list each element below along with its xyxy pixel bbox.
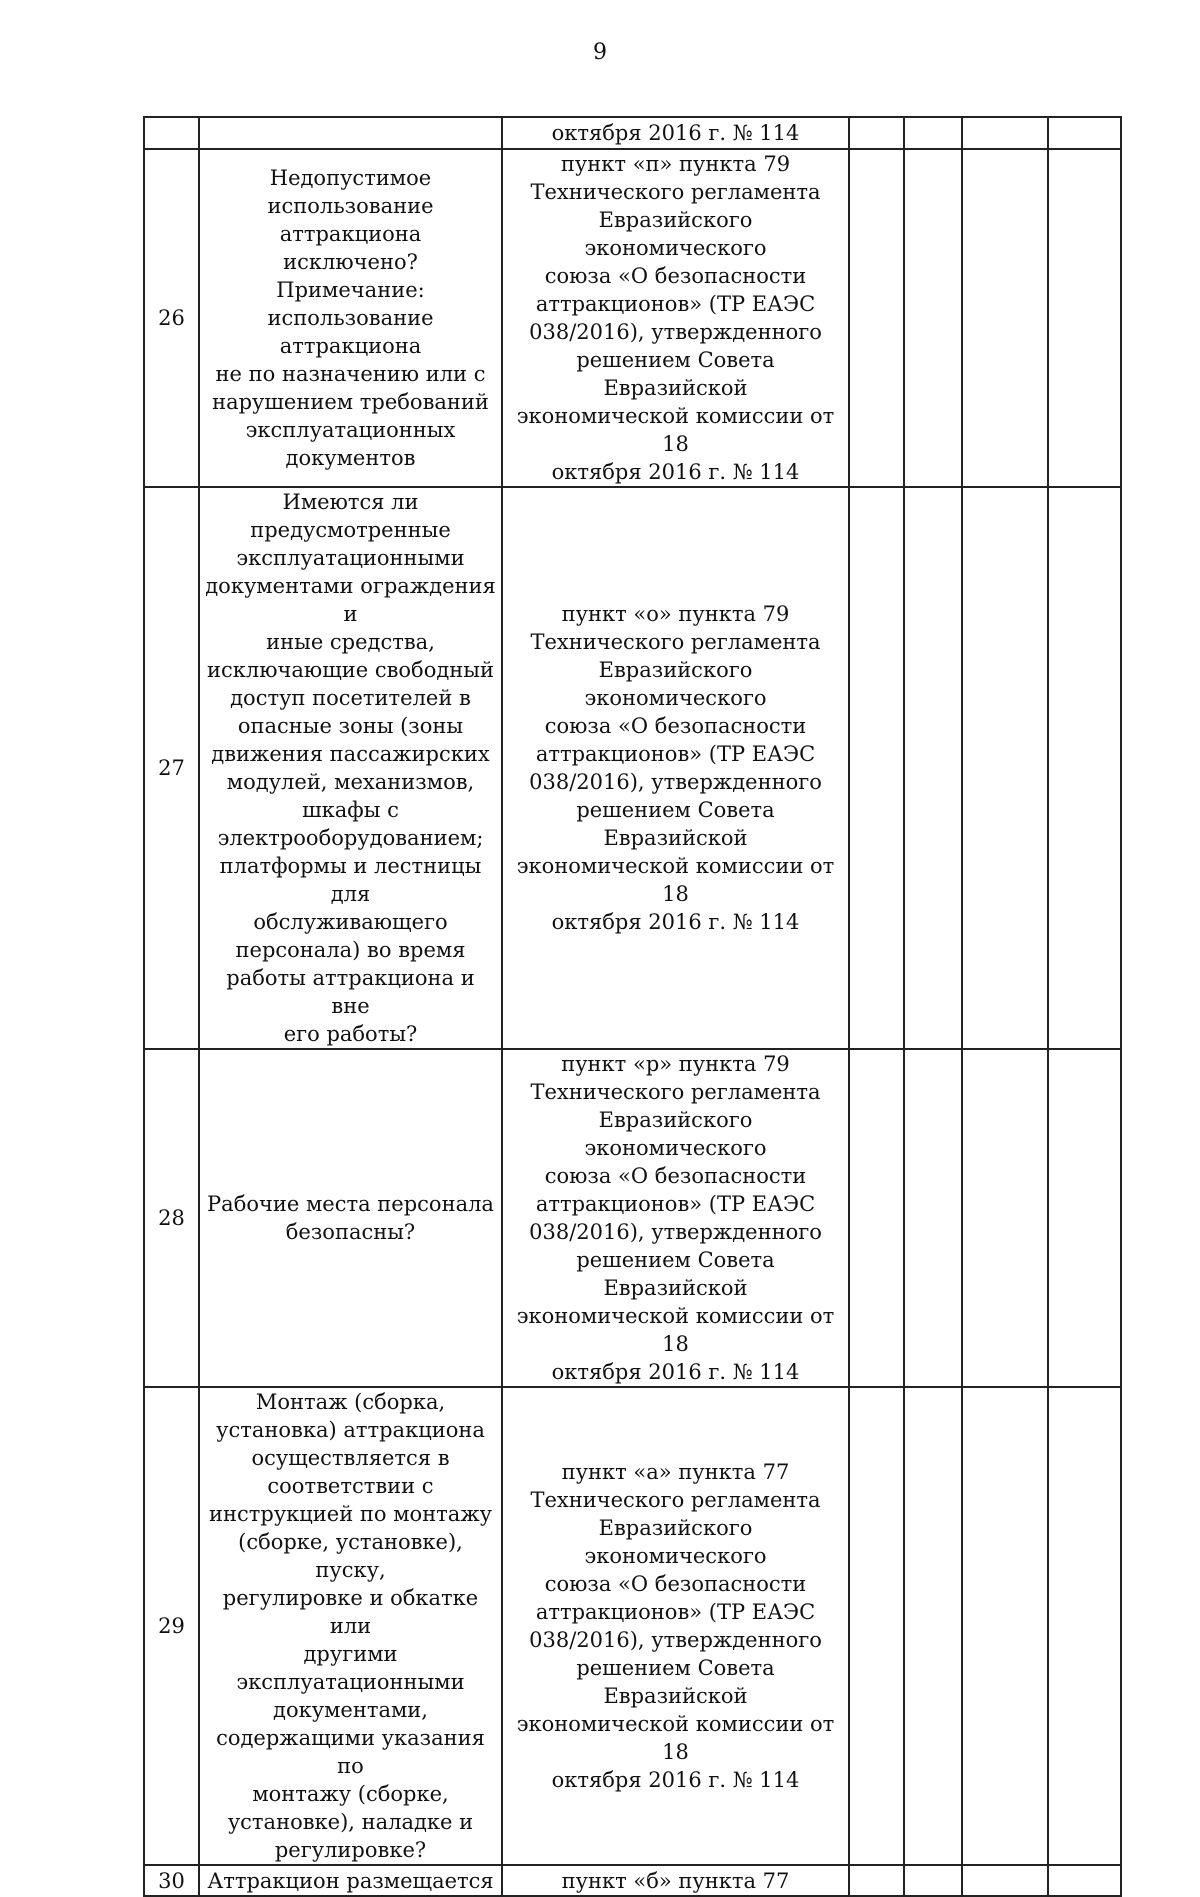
requirement-cell	[199, 1387, 502, 1865]
answer-cell	[904, 487, 962, 1049]
requirement-line: эксплуатационными	[236, 1670, 465, 1694]
reference-line: аттракционов» (ТР ЕАЭС	[535, 1192, 816, 1216]
requirement-line: персонала) во время	[235, 938, 466, 962]
answer-cell	[1048, 117, 1121, 149]
reference-line: 038/2016), утвержденного	[529, 320, 822, 344]
table-row	[144, 1865, 1121, 1896]
requirement-line: Недопустимое	[269, 166, 432, 190]
reference-line: Технического регламента	[530, 180, 821, 204]
requirement-line: не по назначению или с	[215, 362, 486, 386]
reference-line: 038/2016), утвержденного	[529, 1628, 822, 1652]
requirement-line: (сборке, установке), пуску,	[238, 1530, 463, 1582]
reference-line: экономической комиссии от 18	[516, 854, 835, 906]
reference-line: аттракционов» (ТР ЕАЭС	[535, 1600, 816, 1624]
table-row	[144, 149, 1121, 487]
requirement-line: Монтаж (сборка,	[255, 1390, 446, 1414]
answer-cell	[849, 1865, 904, 1896]
reference-line: октября 2016 г. № 114	[551, 910, 800, 934]
requirement-line: Примечание:	[276, 278, 425, 302]
requirement-line: исключающие свободный	[207, 658, 494, 682]
requirement-line: эксплуатационными	[236, 546, 465, 570]
requirement-cell	[199, 117, 502, 149]
answer-cell	[849, 117, 904, 149]
requirement-line: установка) аттракциона	[216, 1418, 485, 1442]
row-number: 26	[144, 149, 199, 487]
reference-line: пункт «а» пункта 77	[561, 1460, 790, 1484]
reference-line: экономической комиссии от 18	[516, 404, 835, 456]
answer-cell	[962, 1865, 1048, 1896]
row-number: 27	[144, 487, 199, 1049]
reference-line: Евразийского экономического	[584, 1108, 767, 1160]
answer-cell	[1048, 1049, 1121, 1387]
reference-line: октября 2016 г. № 114	[551, 460, 800, 484]
reference-line: пункт «п» пункта 79	[560, 152, 791, 176]
requirement-line: осуществляется в	[251, 1446, 450, 1470]
reference-line: 038/2016), утвержденного	[529, 770, 822, 794]
requirement-line: работы аттракциона и вне	[226, 966, 475, 1018]
table-row	[144, 1387, 1121, 1865]
requirement-line: содержащими указания по	[216, 1726, 485, 1778]
requirement-line: платформы и лестницы для	[219, 854, 482, 906]
requirement-line: регулировке и обкатке или	[222, 1586, 479, 1638]
answer-cell	[849, 1049, 904, 1387]
row-number	[144, 117, 199, 149]
reference-line: союза «О безопасности	[544, 264, 807, 288]
requirement-line: модулей, механизмов,	[226, 770, 475, 794]
requirement-cell	[199, 149, 502, 487]
reference-cell	[502, 1387, 849, 1865]
answer-cell	[904, 1865, 962, 1896]
page-number: 9	[593, 40, 607, 65]
requirement-line: установке), наладке и	[227, 1810, 474, 1834]
answer-cell	[1048, 149, 1121, 487]
requirement-line: движения пассажирских	[211, 742, 490, 766]
answer-cell	[904, 117, 962, 149]
requirement-cell	[199, 1865, 502, 1896]
requirement-line: Аттракцион размещается	[207, 1868, 494, 1893]
requirement-line: нарушением требований	[212, 390, 489, 414]
reference-line: Евразийского экономического	[584, 658, 767, 710]
answer-cell	[1048, 487, 1121, 1049]
reference-line: Технического регламента	[530, 630, 821, 654]
row-number: 28	[144, 1049, 199, 1387]
reference-line: союза «О безопасности	[544, 1164, 807, 1188]
answer-cell	[1048, 1387, 1121, 1865]
requirement-line: исключено?	[283, 250, 418, 274]
requirement-line: Имеются ли	[282, 490, 419, 514]
answer-cell	[849, 1387, 904, 1865]
row-number: 29	[144, 1387, 199, 1865]
requirement-line: электрооборудованием;	[217, 826, 484, 850]
table-row	[144, 117, 1121, 149]
answer-cell	[962, 487, 1048, 1049]
reference-cell	[502, 149, 849, 487]
reference-line: Технического регламента	[530, 1488, 821, 1512]
reference-line: Евразийского экономического	[584, 208, 767, 260]
answer-cell	[962, 1387, 1048, 1865]
reference-line: аттракционов» (ТР ЕАЭС	[535, 292, 816, 316]
requirement-line: обслуживающего	[253, 910, 448, 934]
answer-cell	[904, 1387, 962, 1865]
reference-line: решением Совета Евразийской	[576, 1656, 775, 1708]
requirement-line: документами,	[273, 1698, 428, 1722]
reference-line: союза «О безопасности	[544, 714, 807, 738]
answer-cell	[962, 149, 1048, 487]
answer-cell	[962, 1049, 1048, 1387]
reference-line: решением Совета Евразийской	[576, 798, 775, 850]
requirement-line: безопасны?	[285, 1220, 416, 1244]
answer-cell	[904, 1049, 962, 1387]
reference-line: Технического регламента	[530, 1080, 821, 1104]
reference-line: решением Совета Евразийской	[576, 1248, 775, 1300]
requirement-line: иные средства,	[266, 630, 435, 654]
reference-line: пункт «р» пункта 79	[561, 1052, 790, 1076]
answer-cell	[1048, 1865, 1121, 1896]
answer-cell	[962, 117, 1048, 149]
reference-cell	[502, 1049, 849, 1387]
reference-line: пункт «о» пункта 79	[561, 602, 790, 626]
reference-line: октября 2016 г. № 114	[551, 1768, 800, 1792]
reference-line: решением Совета Евразийской	[576, 348, 775, 400]
requirement-line: регулировке?	[274, 1838, 427, 1862]
reference-cell	[502, 487, 849, 1049]
reference-line: пункт «б» пункта 77	[561, 1868, 790, 1893]
answer-cell	[849, 487, 904, 1049]
requirement-line: документов	[285, 446, 416, 470]
reference-line: 038/2016), утвержденного	[529, 1220, 822, 1244]
reference-line: октября 2016 г. № 114	[551, 121, 800, 145]
reference-line: союза «О безопасности	[544, 1572, 807, 1596]
requirement-line: Рабочие места персонала	[207, 1192, 494, 1216]
requirement-line: предусмотренные	[250, 518, 451, 542]
requirement-line: инструкцией по монтажу	[209, 1502, 492, 1526]
requirement-line: использование аттракциона	[267, 194, 434, 246]
table-row	[144, 487, 1121, 1049]
requirement-line: шкафы с	[302, 798, 399, 822]
answer-cell	[904, 149, 962, 487]
reference-line: Евразийского экономического	[584, 1516, 767, 1568]
requirement-line: опасные зоны (зоны	[237, 714, 464, 738]
reference-line: октября 2016 г. № 114	[551, 1360, 800, 1384]
requirement-cell	[199, 1049, 502, 1387]
requirement-line: монтажу (сборке,	[252, 1782, 449, 1806]
requirement-line: его работы?	[283, 1022, 418, 1046]
table-row	[144, 1049, 1121, 1387]
requirement-line: эксплуатационных	[245, 418, 456, 442]
requirement-line: использование аттракциона	[267, 306, 434, 358]
checklist-table	[143, 116, 1122, 1897]
reference-line: аттракционов» (ТР ЕАЭС	[535, 742, 816, 766]
reference-line: экономической комиссии от 18	[516, 1712, 835, 1764]
requirement-line: другими	[303, 1642, 398, 1666]
reference-cell	[502, 117, 849, 149]
requirement-line: документами ограждения и	[205, 574, 496, 626]
requirement-line: доступ посетителей в	[230, 686, 471, 710]
row-number: 30	[144, 1865, 199, 1896]
requirement-line: соответствии с	[267, 1474, 434, 1498]
reference-line: экономической комиссии от 18	[516, 1304, 835, 1356]
requirement-cell	[199, 487, 502, 1049]
answer-cell	[849, 149, 904, 487]
reference-cell	[502, 1865, 849, 1896]
